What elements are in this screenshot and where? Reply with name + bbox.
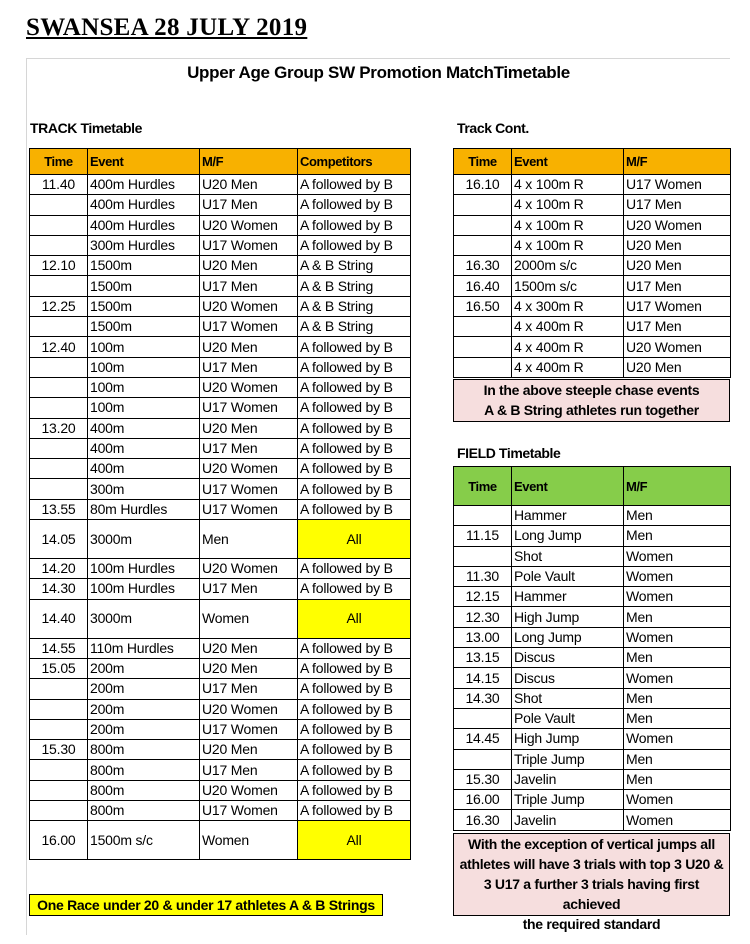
time-cell: 11.40 xyxy=(30,175,88,195)
table-row xyxy=(30,337,411,357)
event-cell: Discus xyxy=(512,668,624,688)
time-cell xyxy=(454,546,512,566)
event-cell: Discus xyxy=(512,648,624,668)
mf-cell: U17 Women xyxy=(624,296,731,316)
time-cell xyxy=(454,357,512,377)
table-row xyxy=(454,790,731,810)
event-cell: 2000m s/c xyxy=(512,256,624,276)
competitors-cell: A followed by B xyxy=(298,377,411,397)
table-row xyxy=(454,729,731,749)
event-cell: 4 x 100m R xyxy=(512,195,624,215)
track-header-row xyxy=(30,149,411,175)
mf-cell: U17 Men xyxy=(200,357,298,377)
competitors-cell: All xyxy=(298,821,411,860)
table-row xyxy=(30,499,411,519)
table-row xyxy=(30,256,411,276)
time-cell xyxy=(30,215,88,235)
time-cell xyxy=(30,235,88,255)
table-row xyxy=(30,579,411,599)
event-cell: 80m Hurdles xyxy=(88,499,200,519)
event-cell: 110m Hurdles xyxy=(88,638,200,658)
time-cell xyxy=(30,438,88,458)
note-line: With the exception of vertical jumps all xyxy=(468,836,715,852)
track-cont-col-time: Time xyxy=(454,149,512,175)
competitors-cell: A & B String xyxy=(298,317,411,337)
event-cell: 300m Hurdles xyxy=(88,235,200,255)
event-cell: 300m xyxy=(88,479,200,499)
event-cell: 400m Hurdles xyxy=(88,195,200,215)
table-row xyxy=(454,195,731,215)
time-cell: 16.30 xyxy=(454,810,512,830)
table-row xyxy=(30,559,411,579)
note-line: the required standard xyxy=(522,916,661,932)
event-cell: 800m xyxy=(88,760,200,780)
mf-cell: U17 Men xyxy=(624,276,731,296)
event-cell: 3000m xyxy=(88,520,200,559)
table-row xyxy=(454,587,731,607)
event-cell: 3000m xyxy=(88,599,200,638)
competitors-cell: A followed by B xyxy=(298,699,411,719)
time-cell: 12.30 xyxy=(454,607,512,627)
mf-cell: U17 Men xyxy=(200,438,298,458)
competitors-cell: A followed by B xyxy=(298,357,411,377)
table-row xyxy=(30,215,411,235)
time-cell: 11.30 xyxy=(454,566,512,586)
event-cell: 200m xyxy=(88,679,200,699)
competitors-cell: A followed by B xyxy=(298,337,411,357)
mf-cell: U17 Women xyxy=(200,801,298,821)
mf-cell: Women xyxy=(624,810,731,830)
mf-cell: U17 Men xyxy=(200,760,298,780)
mf-cell: U20 Men xyxy=(200,658,298,678)
mf-cell: U17 Women xyxy=(624,175,731,195)
time-cell: 16.10 xyxy=(454,175,512,195)
table-row xyxy=(454,627,731,647)
time-cell xyxy=(30,317,88,337)
mf-cell: U20 Men xyxy=(200,638,298,658)
time-cell: 16.30 xyxy=(454,256,512,276)
time-cell: 12.15 xyxy=(454,587,512,607)
competitors-cell: A & B String xyxy=(298,276,411,296)
time-cell xyxy=(30,679,88,699)
table-row xyxy=(454,215,731,235)
table-row xyxy=(30,398,411,418)
event-cell: 100m xyxy=(88,377,200,397)
track-cont-section-label: Track Cont. xyxy=(457,120,529,136)
mf-cell: U17 Women xyxy=(200,398,298,418)
mf-cell: U20 Women xyxy=(200,377,298,397)
time-cell: 13.00 xyxy=(454,627,512,647)
time-cell: 16.00 xyxy=(30,821,88,860)
time-cell xyxy=(454,749,512,769)
event-cell: 4 x 400m R xyxy=(512,337,624,357)
event-cell: 1500m xyxy=(88,317,200,337)
field-trials-note xyxy=(453,833,730,932)
table-row xyxy=(454,688,731,708)
mf-cell: U17 Men xyxy=(624,195,731,215)
competitors-cell: A followed by B xyxy=(298,579,411,599)
event-cell: 100m xyxy=(88,337,200,357)
event-cell: 4 x 100m R xyxy=(512,235,624,255)
time-cell xyxy=(454,215,512,235)
time-cell xyxy=(30,398,88,418)
time-cell xyxy=(30,719,88,739)
mf-cell: Men xyxy=(624,607,731,627)
time-cell xyxy=(454,195,512,215)
mf-cell: U17 Women xyxy=(200,235,298,255)
track-cont-header-row xyxy=(454,149,731,175)
mf-cell: Men xyxy=(624,688,731,708)
mf-cell: Women xyxy=(624,790,731,810)
competitors-cell: A & B String xyxy=(298,296,411,316)
event-cell: 1500m xyxy=(88,296,200,316)
table-row xyxy=(30,357,411,377)
time-cell xyxy=(30,479,88,499)
track-col-event: Event xyxy=(88,149,200,175)
event-cell: Javelin xyxy=(512,769,624,789)
page-heading: SWANSEA 28 JULY 2019 xyxy=(26,14,308,41)
event-cell: 4 x 100m R xyxy=(512,215,624,235)
steeple-chase-note xyxy=(453,379,730,422)
mf-cell: U17 Women xyxy=(200,499,298,519)
event-cell: Triple Jump xyxy=(512,749,624,769)
time-cell: 14.45 xyxy=(454,729,512,749)
time-cell: 12.10 xyxy=(30,256,88,276)
competitors-cell: A followed by B xyxy=(298,215,411,235)
mf-cell: U20 Men xyxy=(200,175,298,195)
table-row xyxy=(454,357,731,377)
time-cell xyxy=(30,780,88,800)
event-cell: 400m xyxy=(88,418,200,438)
table-row xyxy=(30,195,411,215)
event-cell: Long Jump xyxy=(512,526,624,546)
competitors-cell: A followed by B xyxy=(298,740,411,760)
time-cell: 15.30 xyxy=(30,740,88,760)
mf-cell: U20 Women xyxy=(200,780,298,800)
time-cell: 16.00 xyxy=(454,790,512,810)
table-row xyxy=(454,235,731,255)
competitors-cell: A followed by B xyxy=(298,638,411,658)
time-cell: 11.15 xyxy=(454,526,512,546)
sheet-title: Upper Age Group SW Promotion MatchTimetable xyxy=(187,63,570,82)
table-row xyxy=(30,801,411,821)
time-cell: 14.20 xyxy=(30,559,88,579)
note-line: In the above steeple chase events xyxy=(483,382,700,398)
mf-cell: Men xyxy=(624,526,731,546)
mf-cell: Women xyxy=(200,821,298,860)
competitors-cell: A followed by B xyxy=(298,658,411,678)
table-row xyxy=(454,296,731,316)
time-cell xyxy=(30,699,88,719)
event-cell: 4 x 100m R xyxy=(512,175,624,195)
mf-cell: Women xyxy=(624,546,731,566)
time-cell xyxy=(30,801,88,821)
mf-cell: Men xyxy=(200,520,298,559)
note-line: 3 U17 a further 3 trials having first achieved xyxy=(483,876,700,912)
competitors-cell: A followed by B xyxy=(298,438,411,458)
event-cell: 400m Hurdles xyxy=(88,175,200,195)
competitors-cell: A followed by B xyxy=(298,195,411,215)
track-col-mf: M/F xyxy=(200,149,298,175)
time-cell xyxy=(454,235,512,255)
table-row xyxy=(454,749,731,769)
event-cell: High Jump xyxy=(512,729,624,749)
track-cont-col-mf: M/F xyxy=(624,149,731,175)
mf-cell: U17 Men xyxy=(200,276,298,296)
mf-cell: U20 Men xyxy=(200,418,298,438)
mf-cell: U20 Men xyxy=(624,256,731,276)
time-cell xyxy=(30,760,88,780)
event-cell: Pole Vault xyxy=(512,708,624,728)
field-col-mf: M/F xyxy=(624,467,731,506)
table-row xyxy=(454,668,731,688)
table-row xyxy=(30,599,411,638)
event-cell: 100m Hurdles xyxy=(88,559,200,579)
time-cell xyxy=(30,357,88,377)
table-row xyxy=(454,607,731,627)
time-cell: 13.15 xyxy=(454,648,512,668)
mf-cell: U17 Men xyxy=(200,579,298,599)
event-cell: 100m Hurdles xyxy=(88,579,200,599)
competitors-cell: A followed by B xyxy=(298,801,411,821)
mf-cell: U20 Women xyxy=(624,337,731,357)
note-line: athletes will have 3 trials with top 3 U20 & xyxy=(459,856,724,872)
field-header-row xyxy=(454,467,731,506)
competitors-cell: A followed by B xyxy=(298,235,411,255)
mf-cell: U20 Women xyxy=(200,699,298,719)
mf-cell: U17 Men xyxy=(624,317,731,337)
table-row xyxy=(454,506,731,526)
table-row xyxy=(30,679,411,699)
time-cell: 14.40 xyxy=(30,599,88,638)
time-cell xyxy=(30,459,88,479)
time-cell xyxy=(30,195,88,215)
competitors-cell: All xyxy=(298,599,411,638)
event-cell: 800m xyxy=(88,780,200,800)
competitors-cell: A followed by B xyxy=(298,479,411,499)
event-cell: 4 x 400m R xyxy=(512,317,624,337)
table-row xyxy=(30,780,411,800)
time-cell: 16.50 xyxy=(454,296,512,316)
event-cell: 4 x 300m R xyxy=(512,296,624,316)
event-cell: Long Jump xyxy=(512,627,624,647)
event-cell: 1500m s/c xyxy=(512,276,624,296)
competitors-cell: A followed by B xyxy=(298,780,411,800)
mf-cell: U17 Men xyxy=(200,195,298,215)
event-cell: 400m Hurdles xyxy=(88,215,200,235)
competitors-cell: A followed by B xyxy=(298,719,411,739)
table-row xyxy=(454,708,731,728)
table-row xyxy=(30,658,411,678)
event-cell: Shot xyxy=(512,688,624,708)
mf-cell: U17 Women xyxy=(200,479,298,499)
competitors-cell: A followed by B xyxy=(298,679,411,699)
table-row xyxy=(30,520,411,559)
mf-cell: Women xyxy=(200,599,298,638)
time-cell: 16.40 xyxy=(454,276,512,296)
mf-cell: Women xyxy=(624,587,731,607)
event-cell: Triple Jump xyxy=(512,790,624,810)
mf-cell: U20 Women xyxy=(200,459,298,479)
mf-cell: U20 Women xyxy=(624,215,731,235)
mf-cell: U20 Women xyxy=(200,559,298,579)
time-cell: 14.55 xyxy=(30,638,88,658)
time-cell: 14.30 xyxy=(30,579,88,599)
field-table xyxy=(453,466,731,831)
mf-cell: U20 Women xyxy=(200,296,298,316)
event-cell: 1500m s/c xyxy=(88,821,200,860)
mf-cell: Men xyxy=(624,648,731,668)
event-cell: 800m xyxy=(88,801,200,821)
time-cell: 14.05 xyxy=(30,520,88,559)
time-cell xyxy=(454,708,512,728)
event-cell: 100m xyxy=(88,357,200,377)
event-cell: 400m xyxy=(88,459,200,479)
competitors-cell: A followed by B xyxy=(298,559,411,579)
mf-cell: U17 Women xyxy=(200,719,298,739)
event-cell: 400m xyxy=(88,438,200,458)
mf-cell: Women xyxy=(624,729,731,749)
mf-cell: Men xyxy=(624,769,731,789)
mf-cell: U20 Women xyxy=(200,215,298,235)
table-row xyxy=(454,526,731,546)
time-cell: 12.40 xyxy=(30,337,88,357)
table-row xyxy=(454,256,731,276)
event-cell: High Jump xyxy=(512,607,624,627)
table-row xyxy=(30,175,411,195)
competitors-cell: A followed by B xyxy=(298,175,411,195)
table-row xyxy=(454,546,731,566)
table-row xyxy=(30,438,411,458)
mf-cell: U20 Men xyxy=(624,357,731,377)
mf-cell: Men xyxy=(624,708,731,728)
mf-cell: Men xyxy=(624,749,731,769)
track-col-competitors: Competitors xyxy=(298,149,411,175)
event-cell: 1500m xyxy=(88,276,200,296)
note-line: A & B String athletes run together xyxy=(484,402,699,418)
time-cell: 14.30 xyxy=(454,688,512,708)
table-row xyxy=(454,566,731,586)
mf-cell: U20 Men xyxy=(624,235,731,255)
track-race-note: One Race under 20 & under 17 athletes A & B Strings xyxy=(29,894,383,916)
event-cell: 100m xyxy=(88,398,200,418)
mf-cell: Women xyxy=(624,566,731,586)
track-cont-table xyxy=(453,148,731,378)
event-cell: Hammer xyxy=(512,587,624,607)
track-cont-col-event: Event xyxy=(512,149,624,175)
track-table xyxy=(29,148,411,860)
field-section-label: FIELD Timetable xyxy=(457,445,561,461)
time-cell: 15.05 xyxy=(30,658,88,678)
competitors-cell: A & B String xyxy=(298,256,411,276)
event-cell: Hammer xyxy=(512,506,624,526)
table-row xyxy=(454,810,731,830)
event-cell: 4 x 400m R xyxy=(512,357,624,377)
mf-cell: Women xyxy=(624,627,731,647)
time-cell xyxy=(454,317,512,337)
time-cell xyxy=(30,276,88,296)
table-row xyxy=(454,276,731,296)
mf-cell: U17 Women xyxy=(200,317,298,337)
time-cell xyxy=(454,337,512,357)
event-cell: 200m xyxy=(88,658,200,678)
competitors-cell: A followed by B xyxy=(298,459,411,479)
track-section-label: TRACK Timetable xyxy=(30,120,142,136)
timetable-sheet xyxy=(26,58,730,935)
track-col-time: Time xyxy=(30,149,88,175)
mf-cell: U20 Men xyxy=(200,256,298,276)
time-cell: 13.20 xyxy=(30,418,88,438)
table-row xyxy=(30,638,411,658)
mf-cell: U20 Men xyxy=(200,740,298,760)
time-cell: 14.15 xyxy=(454,668,512,688)
table-row xyxy=(454,175,731,195)
mf-cell: Women xyxy=(624,668,731,688)
table-row xyxy=(30,377,411,397)
table-row xyxy=(30,276,411,296)
field-col-time: Time xyxy=(454,467,512,506)
time-cell xyxy=(30,377,88,397)
mf-cell: U20 Men xyxy=(200,337,298,357)
mf-cell: Men xyxy=(624,506,731,526)
event-cell: 200m xyxy=(88,699,200,719)
time-cell: 12.25 xyxy=(30,296,88,316)
time-cell xyxy=(454,506,512,526)
table-row xyxy=(454,337,731,357)
table-row xyxy=(30,699,411,719)
competitors-cell: A followed by B xyxy=(298,499,411,519)
table-row xyxy=(30,235,411,255)
event-cell: 200m xyxy=(88,719,200,739)
table-row xyxy=(30,317,411,337)
table-row xyxy=(30,418,411,438)
event-cell: 800m xyxy=(88,740,200,760)
table-row xyxy=(454,769,731,789)
competitors-cell: A followed by B xyxy=(298,760,411,780)
event-cell: Pole Vault xyxy=(512,566,624,586)
mf-cell: U17 Men xyxy=(200,679,298,699)
table-row xyxy=(30,821,411,860)
time-cell: 15.30 xyxy=(454,769,512,789)
table-row xyxy=(30,459,411,479)
event-cell: 1500m xyxy=(88,256,200,276)
table-row xyxy=(454,317,731,337)
table-row xyxy=(30,740,411,760)
table-row xyxy=(30,719,411,739)
field-col-event: Event xyxy=(512,467,624,506)
table-row xyxy=(30,479,411,499)
competitors-cell: All xyxy=(298,520,411,559)
event-cell: Javelin xyxy=(512,810,624,830)
event-cell: Shot xyxy=(512,546,624,566)
table-row xyxy=(30,296,411,316)
competitors-cell: A followed by B xyxy=(298,398,411,418)
competitors-cell: A followed by B xyxy=(298,418,411,438)
table-row xyxy=(454,648,731,668)
table-row xyxy=(30,760,411,780)
time-cell: 13.55 xyxy=(30,499,88,519)
